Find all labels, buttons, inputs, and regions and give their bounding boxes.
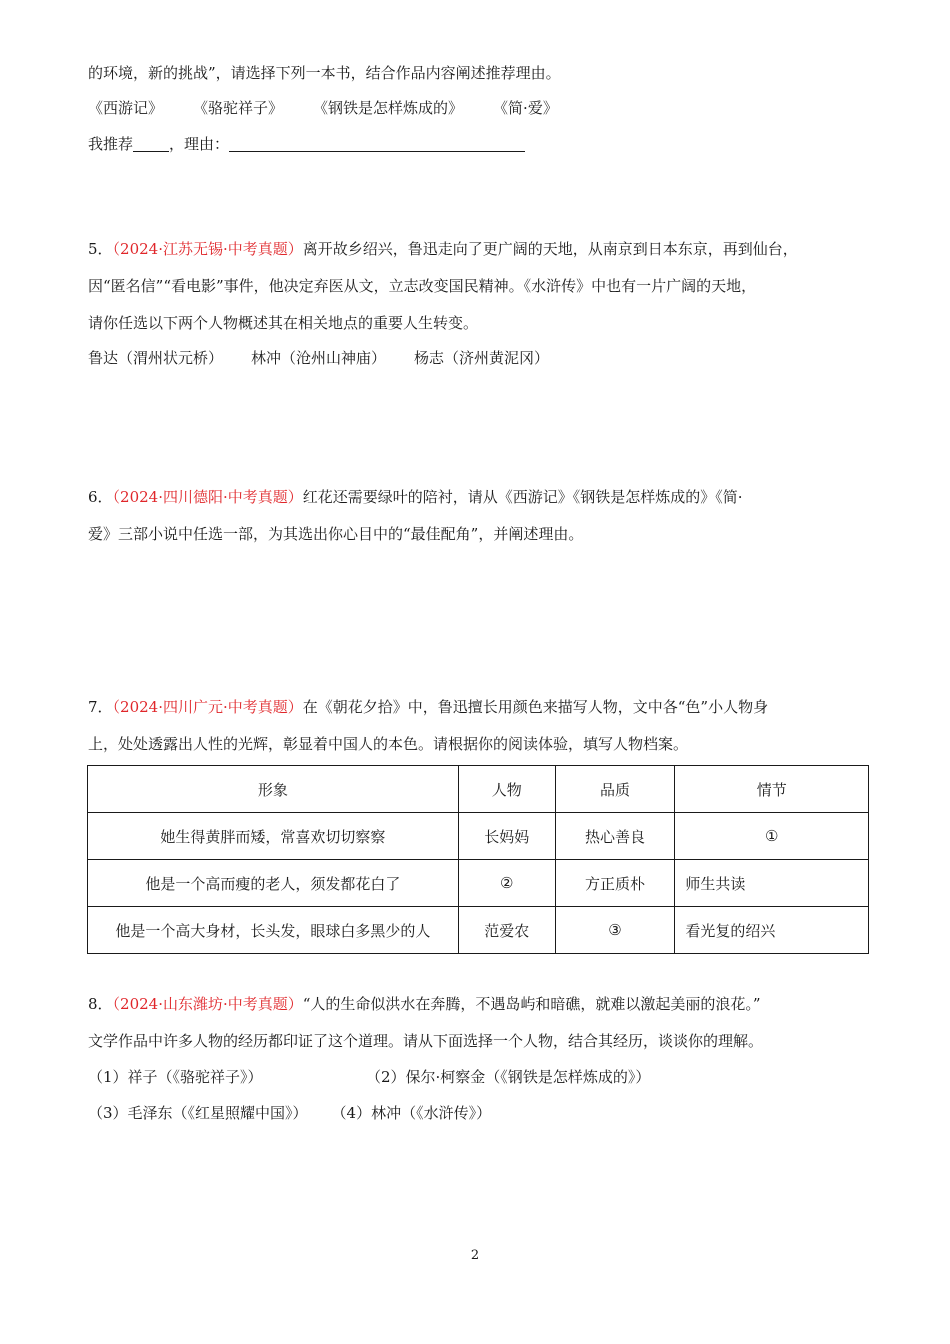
- page-number: 2: [470, 1248, 480, 1263]
- question-text: 红花还需要绿叶的陪衬，请从《西游记》《钢铁是怎样炼成的》《简·: [302, 488, 743, 506]
- q7-line-1: [88, 697, 768, 717]
- table-header-cell: 品质: [555, 766, 675, 813]
- recommend-blank[interactable]: [133, 135, 169, 152]
- q5-line-3: 请你任选以下两个人物概述其在相关地点的重要人生转变。: [88, 314, 479, 332]
- question-number: 5．: [88, 240, 113, 258]
- question-number: 6．: [88, 488, 113, 506]
- q5-line-2: 因“匿名信”“看电影”事件，他决定弃医从文，立志改变国民精神。《水浒传》中也有一片广阔的天地，: [88, 277, 757, 295]
- table-cell: 范爱农: [458, 907, 555, 954]
- table-header-cell: 人物: [458, 766, 555, 813]
- q6-line-2: 爱》三部小说中任选一部，为其选出你心目中的“最佳配角”，并阐述理由。: [88, 525, 584, 543]
- q8-line-2: 文学作品中许多人物的经历都印证了这个道理。请从下面选择一个人物，结合其经历，谈谈你的理解。: [88, 1032, 764, 1050]
- question-number: 8．: [88, 995, 113, 1013]
- character-option: （4）林冲（《水浒传》）: [331, 1104, 492, 1122]
- question-text: “人的生命似洪水在奔腾，不遇岛屿和暗礁，就难以激起美丽的浪花。”: [302, 995, 761, 1013]
- table-cell: 看光复的绍兴: [675, 907, 869, 954]
- q6-line-1: [88, 487, 743, 507]
- book-option: 《简·爱》: [493, 99, 558, 117]
- table-header-row: [88, 766, 869, 813]
- character-option: 林冲（沧州山神庙）: [251, 349, 387, 367]
- book-option: 《西游记》: [88, 99, 164, 117]
- question-text: 离开故乡绍兴，鲁迅走向了更广阔的天地，从南京到日本东京，再到仙台，: [302, 240, 798, 258]
- reason-label: ，理由：: [169, 135, 230, 153]
- table-row: [88, 907, 869, 954]
- question-text: 在《朝花夕拾》中，鲁迅擅长用颜色来描写人物，文中各“色”小人物身: [302, 698, 769, 716]
- q8-options-row-1: [88, 1067, 650, 1087]
- recommend-label: 我推荐: [88, 135, 134, 153]
- table-header-cell: 情节: [675, 766, 869, 813]
- q8-line-1: [88, 994, 761, 1014]
- table-cell: 他是一个高大身材，长头发，眼球白多黑少的人: [88, 907, 459, 954]
- character-archive-table: [87, 765, 869, 954]
- table-cell-blank[interactable]: ①: [675, 813, 869, 860]
- question-source: （2024·四川德阳·中考真题）: [112, 488, 303, 506]
- q4-text-line: 的环境，新的挑战”，请选择下列一本书，结合作品内容阐述推荐理由。: [88, 64, 561, 82]
- table-cell: 她生得黄胖而矮，常喜欢切切察察: [88, 813, 459, 860]
- book-option: 《骆驼祥子》: [193, 99, 284, 117]
- table-cell-blank[interactable]: ③: [555, 907, 675, 954]
- q8-options-row-2: [88, 1103, 491, 1123]
- table-header-cell: 形象: [88, 766, 459, 813]
- table-cell: 方正质朴: [555, 860, 675, 907]
- reason-blank[interactable]: [229, 135, 525, 152]
- q7-line-2: 上，处处透露出人性的光辉，彰显着中国人的本色。请根据你的阅读体验，填写人物档案。: [88, 735, 689, 753]
- question-source: （2024·四川广元·中考真题）: [112, 698, 303, 716]
- table-cell: 热心善良: [555, 813, 675, 860]
- character-option: 鲁达（渭州状元桥）: [88, 349, 224, 367]
- table-cell: 他是一个高而瘦的老人，须发都花白了: [88, 860, 459, 907]
- question-source: （2024·江苏无锡·中考真题）: [112, 240, 303, 258]
- table-row: [88, 813, 869, 860]
- character-option: （1）祥子（《骆驼祥子》）: [88, 1068, 263, 1086]
- table-row: [88, 860, 869, 907]
- book-option: 《钢铁是怎样炼成的》: [313, 99, 464, 117]
- q4-book-options: [88, 98, 558, 118]
- character-option: （3）毛泽东（《红星照耀中国》）: [88, 1104, 308, 1122]
- character-option: （2）保尔·柯察金（《钢铁是怎样炼成的》）: [366, 1068, 651, 1086]
- question-number: 7．: [88, 698, 113, 716]
- table-cell: 师生共读: [675, 860, 869, 907]
- q5-options: [88, 348, 549, 368]
- table-cell-blank[interactable]: ②: [458, 860, 555, 907]
- question-source: （2024·山东潍坊·中考真题）: [112, 995, 303, 1013]
- character-option: 杨志（济州黄泥冈）: [414, 349, 550, 367]
- table-cell: 长妈妈: [458, 813, 555, 860]
- q5-line-1: [88, 239, 798, 259]
- q4-recommend-line: [88, 134, 525, 154]
